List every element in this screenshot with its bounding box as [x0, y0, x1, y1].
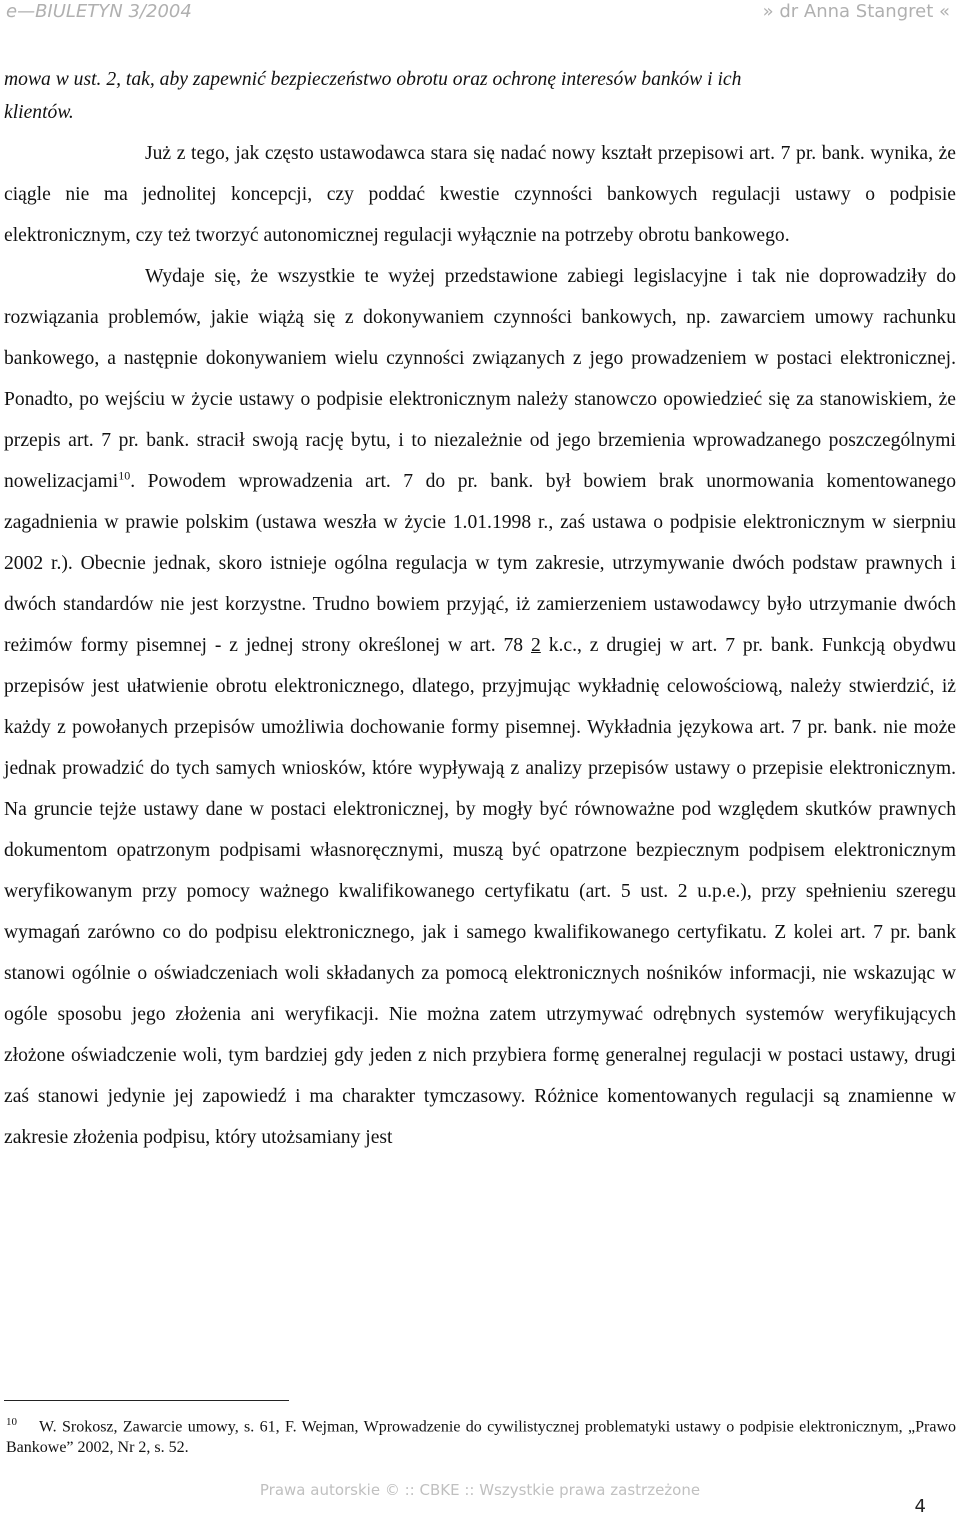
paragraph-2-part-b: . Powodem wprowadzenia art. 7 do pr. bank. był bowiem brak unormowania komentowanego zagadnienia w prawie polskim (ustawa weszła w życie 1.01.1998 r., zaś ustawa o podpisie elektronicznym w sierpniu 2002 r.). Obecnie jednak, skoro istnieje ogólna regulacja w tym zakresie, utrzymywanie dwóch podstaw prawnych i dwóch standardów nie jest korzystne. Trudno bowiem przyjąć, iż zamierzeniem ustawodawcy było utrzymanie dwóch reżimów formy pisemnej - z jednej strony określonej w art. 78	[4, 471, 956, 656]
quote-line-1: mowa w ust. 2, tak, aby zapewnić bezpieczeństwo obrotu oraz ochronę interesów banków i ich	[4, 69, 742, 90]
section-number: 2	[531, 635, 541, 656]
footnote	[6, 1412, 956, 1458]
copyright-footer: Prawa autorskie © :: CBKE :: Wszystkie prawa zastrzeżone	[259, 1481, 701, 1499]
header-journal-title: e—BIULETYN 3/2004	[6, 1, 192, 22]
page-number: 4	[914, 1496, 926, 1517]
quote-line-2: klientów.	[4, 102, 74, 123]
footnote-text: W. Srokosz, Zawarcie umowy, s. 61, F. Wejman, Wprowadzenie do cywilistycznej problematyki ustawy o podpisie elektronicznym, „Prawo Bankowe” 2002, Nr 2, s. 52.	[6, 1418, 956, 1457]
paragraph-1: Już z tego, jak często ustawodawca stara się nadać nowy kształt przepisowi art. 7 pr. bank. wynika, że ciągle nie ma jednolitej koncepcji, czy poddać kwestie czynności bankowych regulacji ustawy o podpisie elektronicznym, czy też tworzyć autonomicznej regulacji wyłącznie na potrzeby obrotu bankowego.	[4, 143, 956, 246]
footnote-number: 10	[6, 1416, 17, 1428]
paragraph-2-part-a: Wydaje się, że wszystkie te wyżej przedstawione zabiegi legislacyjne i tak nie doprowadziły do rozwiązania problemów, jakie wiążą się z dokonywaniem czynności bankowych, np. zawarciem umowy rachunku bankowego, a następnie dokonywaniem wielu czynności związanych z jego prowadzeniem w postaci elektronicznej. Ponadto, po wejściu w życie ustawy o podpisie elektronicznym należy stanowczo opowiedzieć się za stanowiskiem, że przepis art. 7 pr. bank. stracił swoją rację bytu, i to niezależnie od jego brzemienia wprowadzanego poszczególnymi nowelizacjami	[4, 266, 956, 492]
page-header	[0, 0, 960, 26]
paragraph-2-part-c: k.c., z drugiej w art. 7 pr. bank. Funkcją obydwu przepisów jest ułatwienie obrotu elektronicznego, dlatego, przyjmując wykładnię celowościową, należy stwierdzić, iż każdy z powołanych przepisów umożliwia dochowanie formy pisemnej. Wykładnia językowa art. 7 pr. bank. nie może jednak prowadzić do tych samych wniosków, które wypływają z analizy przepisów ustawy o przepisie elektronicznym. Na gruncie tejże ustawy dane w postaci elektronicznej, by mogły być równoważne pod względem skutków prawnych dokumentom opatrzonym podpisami własnoręcznymi, muszą być opatrzone bezpiecznym podpisem elektronicznym weryfikowanym przy pomocy ważnego kwalifikowanego certyfikatu (art. 5 ust. 2 u.p.e.), przy spełnieniu szeregu wymagań zarówno co do podpisu elektronicznego, jak i samego kwalifikowanego certyfikatu. Z kolei art. 7 pr. bank stanowi ogólnie o oświadczeniach woli składanych za pomocą elektronicznych nośników informacji, nie wskazując w ogóle sposobu jego złożenia ani weryfikacji. Nie można zatem utrzymywać odrębnych systemów weryfikujących złożone oświadczenie woli, tym bardziej gdy jeden z nich przybiera formę generalnej regulacji w postaci ustawy, drugi zaś stanowi jedynie jej zapowiedź i ma charakter tymczasowy. Różnice komentowanych regulacji są znamienne w zakresie złożenia podpisu, który utożsamiany jest	[4, 635, 956, 1148]
footnote-reference[interactable]: 10	[118, 468, 131, 483]
header-author: » dr Anna Stangret «	[762, 1, 950, 22]
footnote-separator	[4, 1400, 289, 1401]
article-body	[4, 63, 956, 1158]
paragraph-2	[4, 256, 956, 1158]
quote-paragraph	[4, 63, 956, 129]
